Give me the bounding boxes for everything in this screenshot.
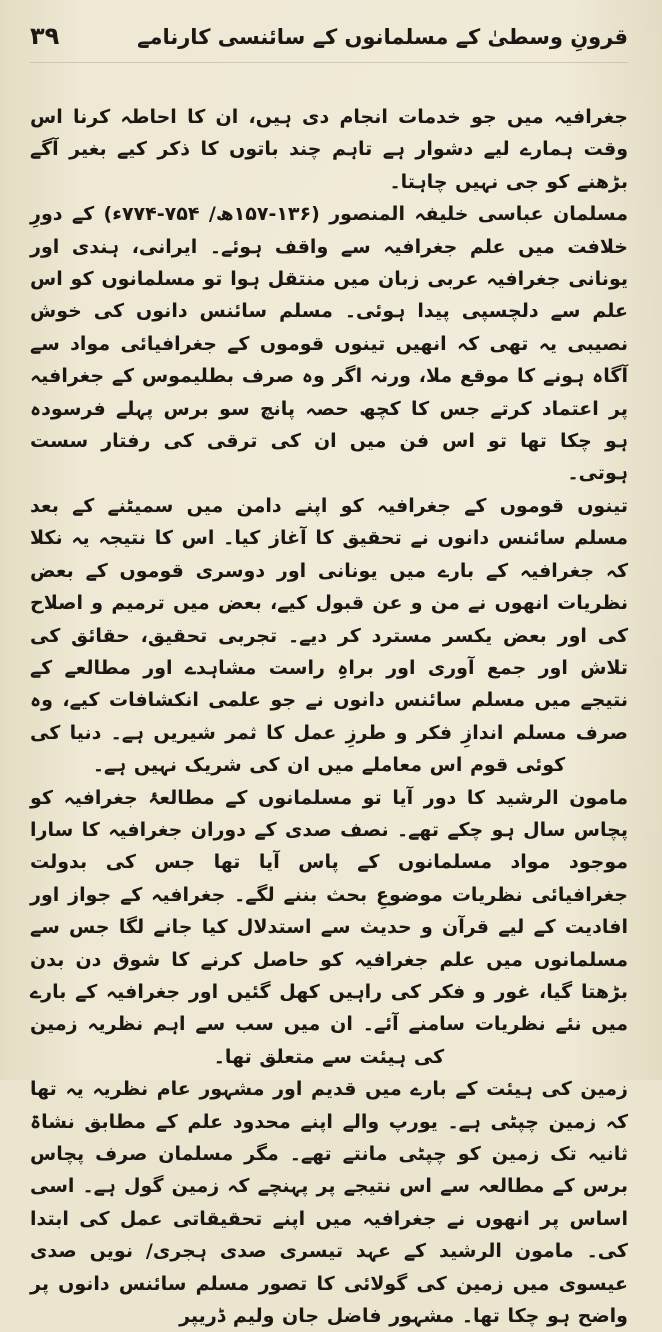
paragraph: مامون الرشید کا دور آیا تو مسلمانوں کے مطالعۂ جغرافیہ کو پچاس سال ہو چکے تھے۔ نصف صدی کے دوران جغرافیہ کا سارا موجود مواد مسلمانوں کے پاس آیا تھا جس کی بدولت جغرافیائی نظریات موضوعِ بحث بننے لگے۔ جغرافیہ کے جواز اور افادیت کے لیے قرآن و حدیث سے استدلال کیا جانے لگا جس سے مسلمانوں میں علم جغرافیہ کو حاصل کرنے کا شوق دن بدن بڑھتا گیا، غور و فکر کی راہیں کھل گئیں اور جغرافیہ کے بارے میں نئے نظریات سامنے آئے۔ ان میں سب سے اہم نظریہ زمین کی ہیئت سے متعلق تھا۔ — [30, 786, 628, 1068]
running-title: قرونِ وسطیٰ کے مسلمانوں کے سائنسی کارنامے — [137, 25, 628, 49]
body-text — [30, 101, 628, 1332]
paragraph: جغرافیہ میں جو خدمات انجام دی ہیں، ان کا احاطہ کرنا اس وقت ہمارے لیے دشوار ہے تاہم چند باتوں کا ذکر کیے بغیر آگے بڑھنے کو جی نہیں چاہتا۔ — [30, 106, 628, 193]
paragraph: مسلمان عباسی خلیفہ المنصور (۱۳۶-۱۵۷ھ/ ۷۵۴-۷۷۴ء) کے دورِ خلافت میں علم جغرافیہ سے واقف ہوئے۔ ایرانی، ہندی اور یونانی جغرافیہ عربی زبان میں منتقل ہوا تو مسلمانوں کو اس علم سے دلچسپی پیدا ہوئی۔ مسلم سائنس دانوں کی خوش نصیبی یہ تھی کہ انھیں تینوں قوموں کے جغرافیائی مواد سے آگاہ ہونے کا موقع ملا، ورنہ اگر وہ صرف بطلیموس کے جغرافیہ پر اعتماد کرتے جس کا کچھ حصہ پانچ سو برس پہلے فرسودہ ہو چکا تھا تو اس فن میں ان کی ترقی کی رفتار سست ہوتی۔ — [30, 203, 628, 485]
page-number: ۳۹ — [30, 22, 60, 50]
paragraph: تینوں قوموں کے جغرافیہ کو اپنے دامن میں سمیٹنے کے بعد مسلم سائنس دانوں نے تحقیق کا آغاز کیا۔ اس کا نتیجہ یہ نکلا کہ جغرافیہ کے بارے میں یونانی اور دوسری قوموں کے بعض نظریات انھوں نے من و عن قبول کیے، بعض میں ترمیم و اصلاح کی اور بعض یکسر مسترد کر دیے۔ تجربی تحقیق، حقائق کی تلاش اور جمع آوری اور براہِ راست مشاہدے اور مطالعے کے نتیجے میں مسلم سائنس دانوں نے جو علمی انکشافات کیے، وہ صرف مسلم اندازِ فکر و طرزِ عمل کا ثمر شیریں ہے۔ دنیا کی کوئی قوم اس معاملے میں ان کی شریک نہیں ہے۔ — [30, 494, 628, 777]
page-header — [30, 22, 628, 63]
paragraph: زمین کی ہیئت کے بارے میں قدیم اور مشہور عام نظریہ یہ تھا کہ زمین چپٹی ہے۔ یورپ والے اپنے محدود علم کے مطابق نشاۃ ثانیہ تک زمین کو چپٹی مانتے تھے۔ مگر مسلمان صرف پچاس برس کے مطالعہ سے اس نتیجے پر پہنچے کہ زمین گول ہے۔ اسی اساس پر انھوں نے جغرافیہ میں اپنے تحقیقاتی عمل کی ابتدا کی۔ مامون الرشید کے عہد تیسری صدی ہجری/ نویں صدی عیسوی میں زمین کی گولائی کا تصور مسلم سائنس دانوں پر واضح ہو چکا تھا۔ مشہور فاضل جان ولیم ڈریپر — [30, 1078, 628, 1328]
